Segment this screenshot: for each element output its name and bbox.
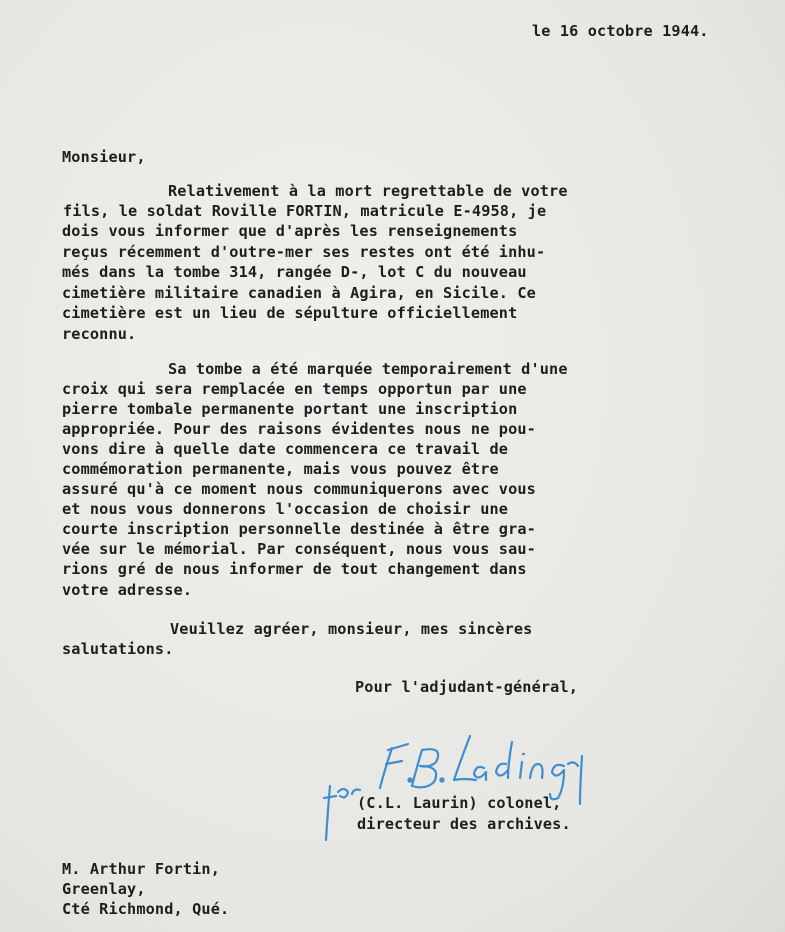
letter-date: le 16 octobre 1944. — [532, 22, 709, 40]
signature-stroke — [496, 742, 512, 778]
text-line: salutations. — [62, 640, 174, 658]
text-line: Veuillez agréer, monsieur, mes sincères — [170, 620, 533, 638]
salutation: Monsieur, — [62, 148, 146, 166]
text-line: (C.L. Laurin) colonel, — [357, 794, 562, 812]
signature-stroke — [412, 750, 422, 786]
text-line: M. Arthur Fortin, — [62, 860, 220, 878]
text-line: dois vous informer que d'après les renseignements — [62, 222, 518, 240]
text-line: fils, le soldat Roville FORTIN, matricule E-4958, je — [63, 202, 547, 220]
text-line: votre adresse. — [62, 581, 193, 599]
text-line: Greenlay, — [62, 880, 146, 898]
signature-stroke — [474, 767, 486, 780]
signature-stroke — [388, 744, 408, 750]
text-line: cimetière est un lieu de sépulture officiellement — [62, 304, 518, 322]
signature-stroke — [454, 736, 476, 780]
signature-stroke — [580, 756, 582, 804]
text-line: vée sur le mémorial. Par conséquent, nous vous sau- — [62, 540, 536, 558]
text-line: reconnu. — [62, 325, 137, 343]
signature-stroke — [380, 748, 392, 788]
text-line: commémoration permanente, mais vous pouvez être — [62, 460, 499, 478]
text-line: courte inscription personnelle destinée à être gra- — [62, 520, 536, 538]
text-line: Sa tombe a été marquée temporairement d'une — [168, 360, 568, 378]
signature-stroke — [568, 762, 578, 766]
text-line: reçus récemment d'outre-mer ses restes ont été inhu- — [62, 243, 546, 261]
signature-stroke — [408, 778, 411, 781]
text-line: croix qui sera remplacée en temps opportun par une — [62, 380, 527, 398]
text-line: assuré qu'à ce moment nous communiquerons avec vous — [62, 480, 536, 498]
text-line: cimetière militaire canadien à Agira, en Sicile. Ce — [62, 284, 536, 302]
signature-stroke — [520, 754, 524, 778]
text-line: rions gré de nous informer de tout changement dans — [62, 560, 527, 578]
on-behalf-line: Pour l'adjudant-général, — [355, 678, 579, 696]
text-line: vons dire à quelle date commencera ce travail de — [62, 440, 509, 458]
text-line: directeur des archives. — [357, 815, 571, 833]
signature-stroke — [326, 786, 330, 840]
signature-stroke — [324, 796, 336, 798]
signature-stroke — [440, 778, 443, 781]
text-line: et nous vous donnerons l'occasion de choisir une — [62, 500, 509, 518]
text-line: pierre tombale permanente portant une inscription — [62, 400, 518, 418]
text-line: appropriée. Pour des raisons évidentes nous ne pou- — [62, 420, 536, 438]
text-line: Relativement à la mort regrettable de votre — [168, 182, 568, 200]
signature-stroke — [530, 764, 543, 778]
signature-stroke — [338, 789, 348, 797]
text-line: Cté Richmond, Qué. — [62, 900, 230, 918]
text-line: més dans la tombe 314, rangée D-, lot C du nouveau — [62, 263, 527, 281]
